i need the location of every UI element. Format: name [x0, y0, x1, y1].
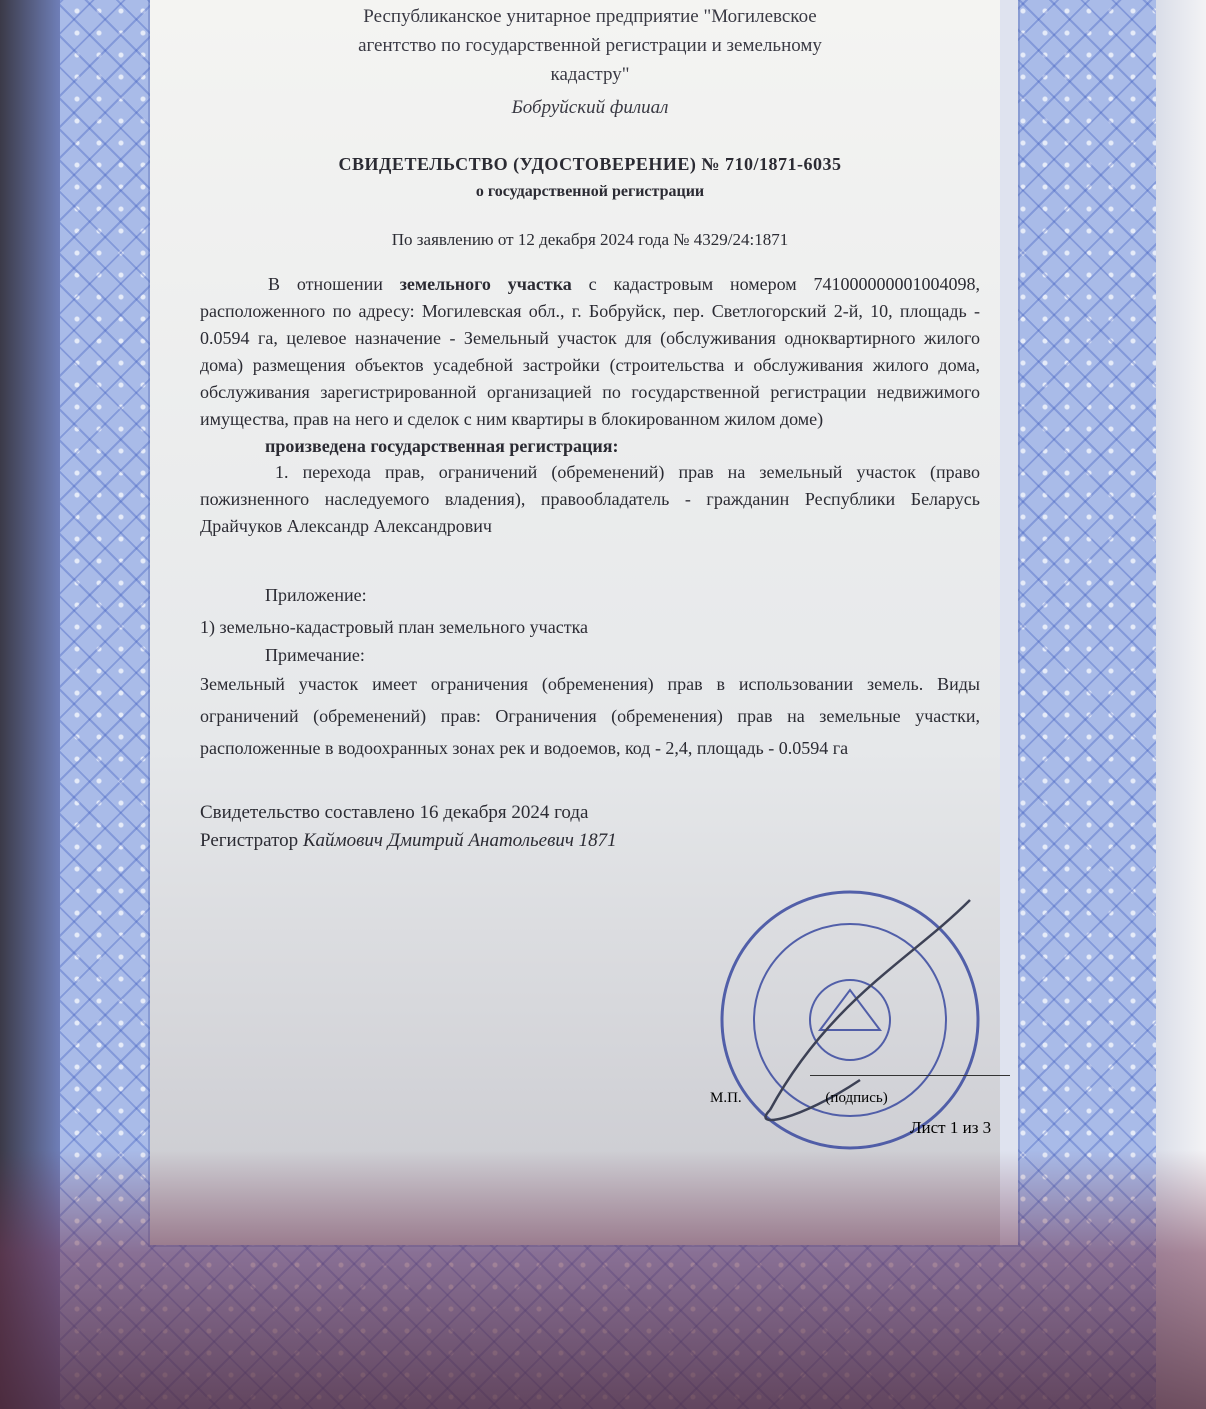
org-line-2: агентство по государственной регистрации и земельному — [358, 35, 822, 56]
document-subtitle: о государственной регистрации — [475, 183, 705, 200]
organization-header — [200, 2, 980, 89]
mp-label: М.П. — [710, 1090, 742, 1106]
org-line-1: Республиканское унитарное предприятие "Могилевское — [363, 6, 817, 27]
branch-name: Бобруйский филиал — [511, 97, 669, 118]
signature-line — [810, 1075, 1010, 1076]
document-title: СВИДЕТЕЛЬСТВО (УДОСТОВЕРЕНИЕ) № 710/1871-6035 — [338, 154, 842, 174]
object-type: земельного участка — [399, 274, 572, 294]
appendix-heading: Приложение: — [265, 585, 367, 605]
org-line-3: кадастру" — [550, 64, 630, 85]
bottom-shadow — [0, 1150, 1206, 1409]
signature-row — [710, 1090, 888, 1107]
registration-heading: произведена государственная регистрация: — [265, 436, 619, 456]
registrar-line — [200, 828, 980, 854]
certificate-content — [200, 0, 980, 854]
certificate-page — [150, 0, 1018, 1245]
object-lead: В отношении — [268, 274, 383, 294]
appendix-item-1: 1) земельно-кадастровый план земельного участка — [200, 617, 589, 637]
registrar-name: Каймович Дмитрий Анатольевич 1871 — [302, 830, 617, 851]
sheet-number: Лист 1 из 3 — [910, 1118, 992, 1137]
object-text: с кадастровым номером 741000000001004098, расположенного по адресу: Могилевская обл., г. Бобруйск, пер. Светлогорский 2-й, 10, площадь - 0.0594 га, целевое назначение - Земельный участок для (обслуживания одноквартирного жилого дома) размещения объектов усадебной застройки (строительства и обслуживания жилого дома, обслуживания зарегистрированной организацией по государственной регистрации недвижимого имущества, прав на него и сделок с ним квартиры в блокированном жилом доме) — [200, 274, 981, 429]
note-text: Земельный участок имеет ограничения (обременения) прав в использовании земель. Виды ограничений (обременений) прав: Ограничения (обременения) прав на земельные участки, расположенные в водоохранных зонах рек и водоемов, код - 2,4, площадь - 0.0594 га — [200, 674, 980, 758]
issue-date: Свидетельство составлено 16 декабря 2024 года — [200, 802, 589, 823]
signature-label: (подпись) — [825, 1090, 888, 1106]
registration-item-1: 1. перехода прав, ограничений (обременений) прав на земельный участок (право пожизненного наследуемого владения), правообладатель - гражданин Республики Беларусь Драйчуков Александр Александрович — [200, 462, 980, 536]
registrar-label: Регистратор — [200, 830, 299, 851]
application-line: По заявлению от 12 декабря 2024 года № 4329/24:1871 — [391, 230, 789, 249]
note-heading: Примечание: — [265, 645, 365, 665]
object-description — [200, 271, 980, 433]
